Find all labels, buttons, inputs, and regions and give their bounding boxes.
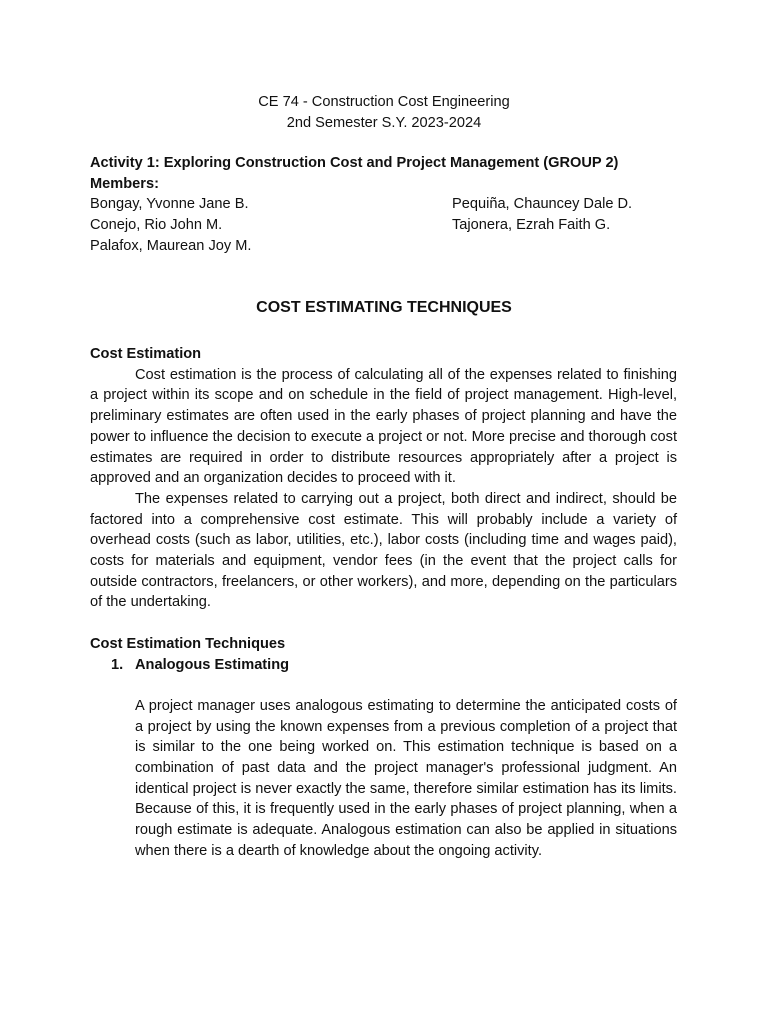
- list-item-analogous-estimating: [90, 655, 677, 676]
- list-number: 1.: [111, 656, 124, 673]
- section-heading-techniques: Cost Estimation Techniques: [90, 635, 286, 652]
- activity-block: [90, 153, 680, 256]
- members-label: Members:: [90, 175, 159, 192]
- member-name: Palafox, Maurean Joy M.: [90, 237, 252, 254]
- document-title: COST ESTIMATING TECHNIQUES: [256, 299, 512, 316]
- member-name: Conejo, Rio John M.: [90, 217, 223, 234]
- member-name: Tajonera, Ezrah Faith G.: [452, 217, 611, 234]
- document-body: [90, 344, 677, 862]
- course-header: [0, 92, 768, 133]
- spacer: [90, 613, 677, 634]
- activity-title: Activity 1: Exploring Construction Cost and Project Management (GROUP 2): [90, 155, 619, 171]
- spacer: [90, 675, 677, 696]
- list-item-title: Analogous Estimating: [135, 656, 290, 673]
- member-name: Bongay, Yvonne Jane B.: [90, 196, 249, 213]
- course-title: CE 74 - Construction Cost Engineering: [258, 94, 510, 110]
- semester-label: 2nd Semester S.Y. 2023-2024: [286, 114, 482, 131]
- paragraph: Cost estimation is the process of calculating all of the expenses related to finishing a project within its scope and on schedule in the field of project management. High-level, preliminary estimates are often used in the early phases of project planning and have the power to influence the decision to execute a project or not. More precise and thorough cost estimates are required in order to distribute resources appropriately after a project is approved and an organization decides to proceed with it.: [90, 366, 677, 487]
- paragraph: The expenses related to carrying out a project, both direct and indirect, should be factored into a comprehensive cost estimate. This will probably include a variety of overhead costs (such as labor, utilities, etc.), labor costs (including time and wages paid), costs for materials and equipment, vendor fees (in the event that the project calls for outside contractors, freelancers, or other workers), and more, depending on the particulars of the undertaking.: [90, 490, 677, 611]
- members-list: [90, 194, 680, 256]
- section-heading-cost-estimation: Cost Estimation: [90, 346, 202, 362]
- member-name: Pequiña, Chauncey Dale D.: [452, 196, 633, 213]
- paragraph: A project manager uses analogous estimating to determine the anticipated costs of a project by using the known expenses from a previous completion of a project that is similar to the one being worked on. This estimation technique is based on a combination of past data and the project manager's professional judgment. An identical project is never exactly the same, therefore similar estimation has its limits. Because of this, it is frequently used in the early phases of project planning, when a rough estimate is adequate. Analogous estimation can also be applied in situations when there is a dearth of knowledge about the ongoing activity.: [135, 697, 677, 859]
